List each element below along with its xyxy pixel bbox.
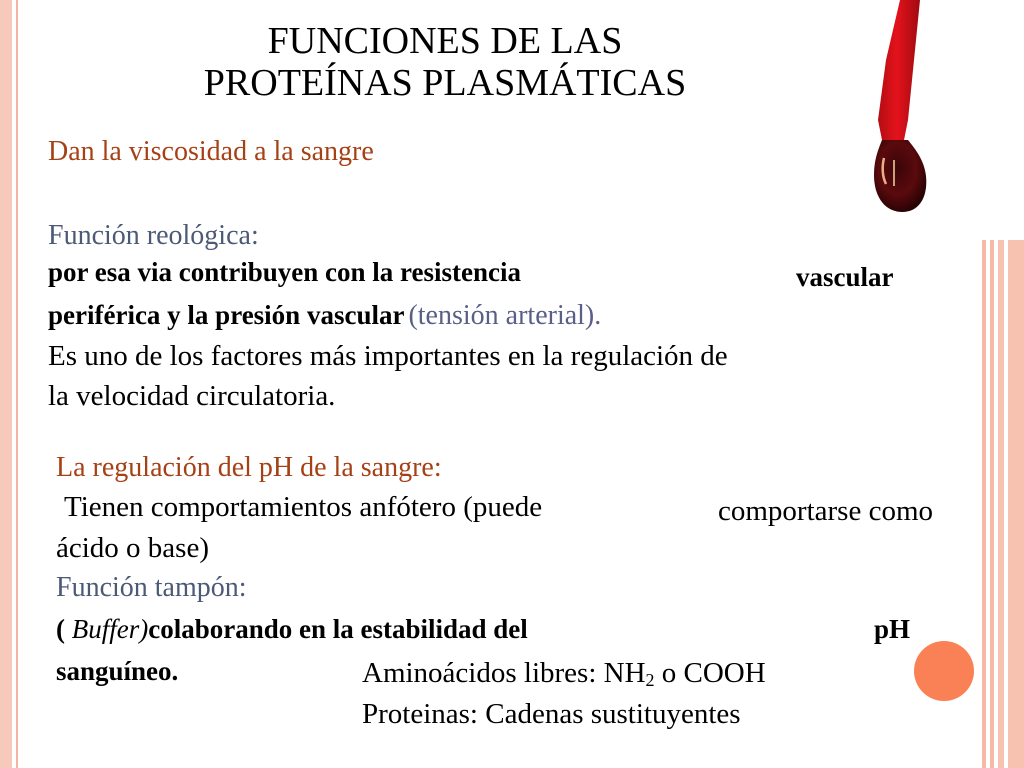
buffer-open-paren: ( xyxy=(56,614,65,644)
buffer-function-heading: Función tampón: xyxy=(56,572,247,603)
blood-word-line: sanguíneo. xyxy=(56,656,179,686)
blood-drop-image xyxy=(838,0,948,220)
left-decorative-bar xyxy=(0,0,12,768)
rheological-line-4: la velocidad circulatoria. xyxy=(48,380,336,412)
right-decorative-stripes xyxy=(980,240,1024,768)
left-decorative-line xyxy=(16,0,18,768)
buffer-rest-text: colaborando en la estabilidad del xyxy=(148,614,528,644)
buffer-italic-word: Buffer) xyxy=(71,614,149,644)
acid-base-line: ácido o base) xyxy=(56,532,209,564)
free-amino-acids-line xyxy=(362,657,766,691)
orange-circle-decoration xyxy=(914,641,974,701)
amino-label: Aminoácidos libres: NH xyxy=(362,657,646,689)
rheological-function-heading: Función reológica: xyxy=(48,220,259,251)
title-line-1: FUNCIONES DE LAS xyxy=(267,20,623,62)
rheological-line-2 xyxy=(48,300,601,332)
rheological-line-1-end: vascular xyxy=(796,262,894,292)
arterial-tension-text: (tensión arterial). xyxy=(408,300,602,331)
buffer-line xyxy=(56,614,528,645)
amino-rest: o COOH xyxy=(654,657,766,689)
proteins-line: Proteinas: Cadenas sustituyentes xyxy=(362,698,741,730)
viscosity-heading: Dan la viscosidad a la sangre xyxy=(48,136,374,167)
amino-subscript: 2 xyxy=(645,670,655,690)
ph-regulation-heading: La regulación del pH de la sangre: xyxy=(56,452,442,483)
rheological-line-3: Es uno de los factores más importantes en la regulación de xyxy=(48,340,728,372)
slide-title xyxy=(140,20,750,104)
rheological-line-1: por esa via contribuyen con la resistencia xyxy=(48,257,521,287)
peripheral-resistance-text: periférica y la presión vascular xyxy=(48,300,405,330)
amphoteric-line-end: comportarse como xyxy=(718,495,934,527)
buffer-line-end-ph: pH xyxy=(874,614,911,644)
title-line-2: PROTEÍNAS PLASMÁTICAS xyxy=(203,62,687,104)
amphoteric-line-start: Tienen comportamientos anfótero (puede xyxy=(64,491,543,523)
